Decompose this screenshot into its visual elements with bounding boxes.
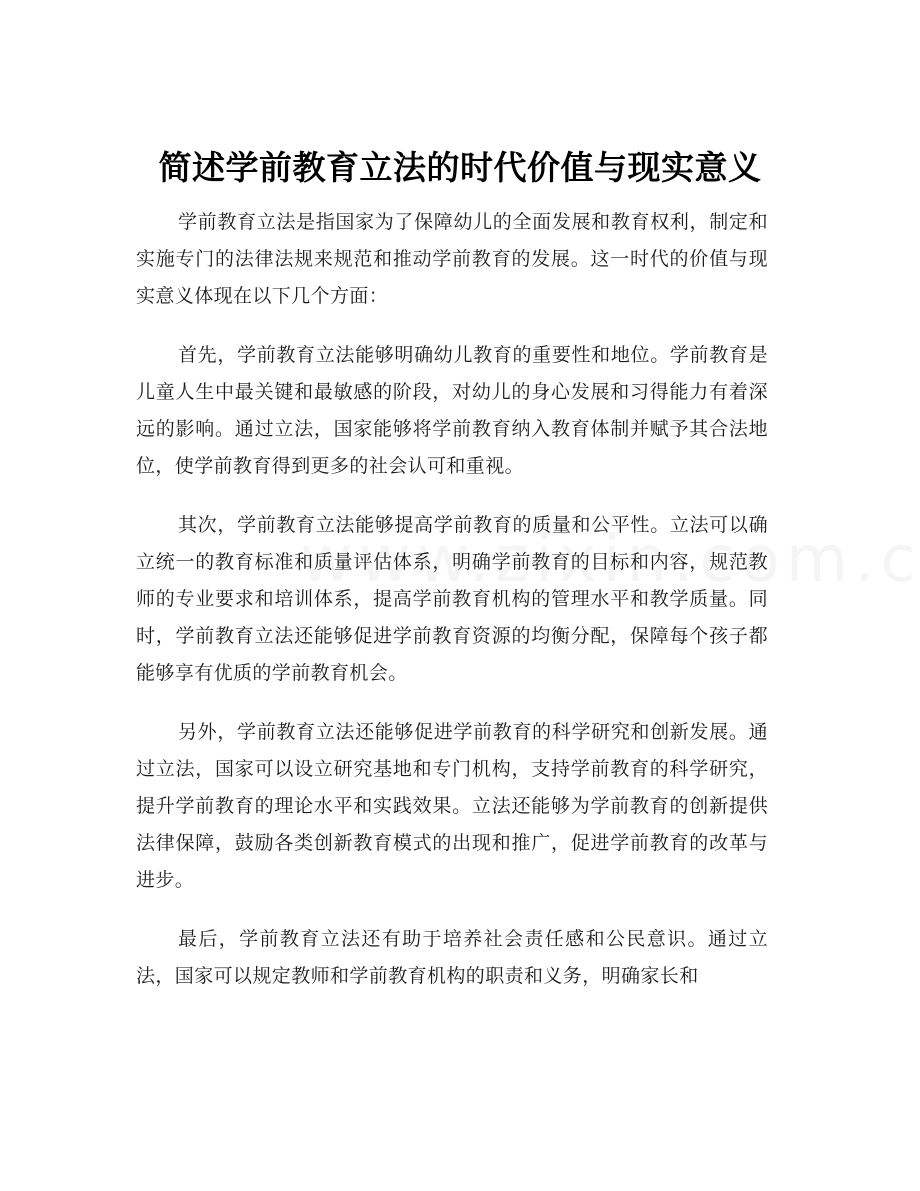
paragraph-first: 首先，学前教育立法能够明确幼儿教育的重要性和地位。学前教育是儿童人生中最关键和最敏感的阶段，对幼儿的身心发展和习得能力有着深远的影响。通过立法，国家能够将学前教育纳入教育体制并赋予其合法地位，使学前教育得到更多的社会认可和重视。	[136, 344, 768, 477]
paragraph-second: 其次，学前教育立法能够提高学前教育的质量和公平性。立法可以确立统一的教育标准和质量评估体系，明确学前教育的目标和内容，规范教师的专业要求和培训体系，提高学前教育机构的管理水平和教学质量。同时，学前教育立法还能够促进学前教育资源的均衡分配，保障每个孩子都能够享有优质的学前教育机会。	[136, 514, 768, 684]
document-title: 简述学前教育立法的时代价值与现实意义	[158, 148, 762, 187]
document-body	[136, 204, 768, 1017]
paragraph-third: 另外，学前教育立法还能够促进学前教育的科学研究和创新发展。通过立法，国家可以设立研究基地和专门机构，支持学前教育的科学研究，提升学前教育的理论水平和实践效果。立法还能够为学前教育的创新提供法律保障，鼓励各类创新教育模式的出现和推广，促进学前教育的改革与进步。	[136, 721, 768, 891]
paragraph-intro: 学前教育立法是指国家为了保障幼儿的全面发展和教育权利，制定和实施专门的法律法规来规范和推动学前教育的发展。这一时代的价值与现实意义体现在以下几个方面：	[136, 211, 768, 307]
paragraph-last: 最后，学前教育立法还有助于培养社会责任感和公民意识。通过立法，国家可以规定教师和学前教育机构的职责和义务，明确家长和	[136, 928, 768, 987]
